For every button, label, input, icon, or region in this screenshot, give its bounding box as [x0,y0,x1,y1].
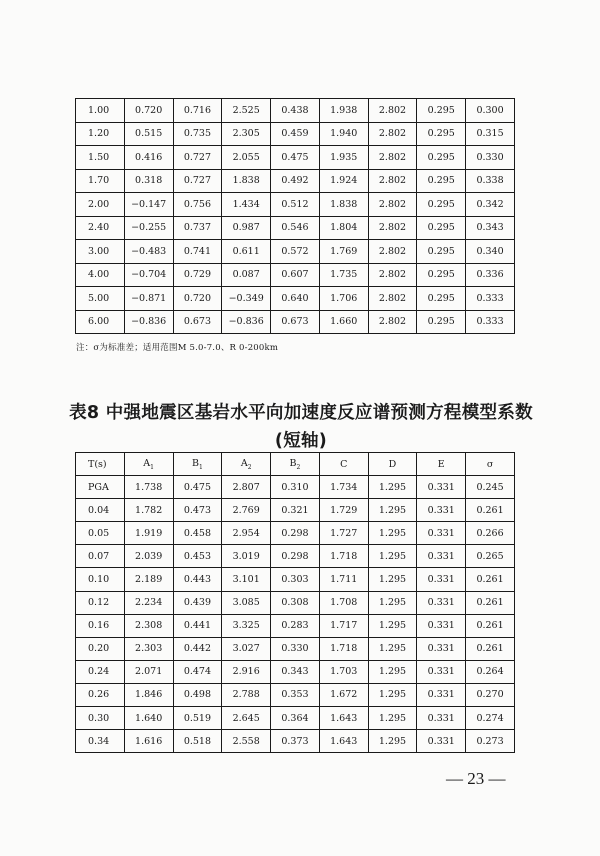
table-cell: 0.331 [417,730,466,753]
table-cell: 2.802 [368,287,417,311]
table-cell: 0.087 [222,263,271,287]
table-cell: 3.085 [222,591,271,614]
table-cell: 1.782 [124,499,173,522]
table-cell: 0.261 [466,591,515,614]
table-cell: 1.735 [319,263,368,287]
table-cell: 0.459 [271,122,320,146]
table-cell: 0.16 [76,614,125,637]
table-cell: 1.935 [319,146,368,170]
table-cell: 1.804 [319,216,368,240]
table-cell: 1.660 [319,310,368,334]
table-note: 注：σ为标准差；适用范围M 5.0-7.0、R 0-200km [76,343,279,353]
table-cell: 0.987 [222,216,271,240]
table-cell: 1.672 [319,683,368,706]
table-cell: 0.261 [466,568,515,591]
table-cell: 0.295 [417,146,466,170]
column-header [319,453,368,476]
table-cell: 1.729 [319,499,368,522]
table-cell: 0.245 [466,476,515,499]
table-cell: 0.720 [124,99,173,123]
table-cell: 2.802 [368,263,417,287]
table-cell: 0.458 [173,522,222,545]
table-row [76,193,515,217]
column-header-subscript: 2 [296,463,301,471]
table-cell: 0.473 [173,499,222,522]
table-cell: 1.434 [222,193,271,217]
table-cell: 1.00 [76,99,125,123]
table-cell: 2.802 [368,169,417,193]
table-cell: 1.727 [319,522,368,545]
table-cell: 1.295 [368,476,417,499]
table-cell: 0.441 [173,614,222,637]
table-cell: 1.734 [319,476,368,499]
table-cell: 2.055 [222,146,271,170]
table-cell: 0.338 [466,169,515,193]
column-header [271,453,320,476]
table-cell: 0.265 [466,545,515,568]
table-8-header-row [76,453,515,476]
table-cell: 1.718 [319,637,368,660]
table-cell: 2.807 [222,476,271,499]
table-cell: 0.443 [173,568,222,591]
table-cell: 0.10 [76,568,125,591]
table-8-header [76,453,515,476]
table-cell: 4.00 [76,263,125,287]
column-header [417,453,466,476]
table-cell: −0.871 [124,287,173,311]
table-cell: −0.836 [222,310,271,334]
column-header-label: T(s) [88,458,107,470]
table-cell: 1.616 [124,730,173,753]
column-header-subscript: 1 [198,463,203,471]
table-cell: 0.295 [417,99,466,123]
column-header [124,453,173,476]
table-cell: 2.039 [124,545,173,568]
continued-table-body [76,99,515,334]
table-cell: 0.330 [271,637,320,660]
table-cell: 2.954 [222,522,271,545]
table-cell: 0.07 [76,545,125,568]
table-cell: 2.769 [222,499,271,522]
table-cell: 0.331 [417,660,466,683]
table-cell: 0.295 [417,122,466,146]
table-cell: −0.836 [124,310,173,334]
table-cell: 0.295 [417,193,466,217]
table-cell: 0.331 [417,614,466,637]
table-cell: 0.331 [417,591,466,614]
column-header [368,453,417,476]
table-row [76,499,515,522]
table-cell: 2.558 [222,730,271,753]
table-row [76,568,515,591]
table-cell: 1.717 [319,614,368,637]
table-cell: 0.729 [173,263,222,287]
table-cell: 2.802 [368,240,417,264]
table-cell: 0.673 [271,310,320,334]
table-cell: 2.303 [124,637,173,660]
table-cell: 1.295 [368,545,417,568]
table-cell: 0.475 [173,476,222,499]
table-cell: −0.255 [124,216,173,240]
table-cell: 2.788 [222,683,271,706]
table-cell: 1.738 [124,476,173,499]
table-cell: 1.846 [124,683,173,706]
table-cell: 1.640 [124,707,173,730]
table-cell: 0.331 [417,683,466,706]
column-header [222,453,271,476]
table-cell: 1.70 [76,169,125,193]
table-cell: 1.295 [368,730,417,753]
table-cell: 0.572 [271,240,320,264]
table-cell: 2.802 [368,122,417,146]
column-header [466,453,515,476]
table-cell: 0.12 [76,591,125,614]
table-row [76,730,515,753]
table-cell: −0.704 [124,263,173,287]
table-cell: 0.310 [271,476,320,499]
table-cell: 0.737 [173,216,222,240]
table-cell: 0.727 [173,146,222,170]
table-cell: 0.336 [466,263,515,287]
table-cell: 1.295 [368,637,417,660]
table-cell: 1.295 [368,683,417,706]
table-cell: 0.331 [417,522,466,545]
table-row [76,545,515,568]
coefficient-table-continued [75,98,515,334]
table-cell: 1.838 [319,193,368,217]
table-cell: 1.919 [124,522,173,545]
table-cell: 0.333 [466,287,515,311]
column-header-label: C [340,458,348,470]
table-row [76,216,515,240]
column-header-label: A [240,457,248,469]
table-row [76,122,515,146]
table-cell: 3.00 [76,240,125,264]
table-cell: 1.940 [319,122,368,146]
table-cell: 0.318 [124,169,173,193]
table-cell: 0.741 [173,240,222,264]
table-row [76,169,515,193]
table-cell: 0.518 [173,730,222,753]
table-cell: 2.305 [222,122,271,146]
table-cell: 0.283 [271,614,320,637]
table-cell: 0.30 [76,707,125,730]
table-cell: 2.802 [368,99,417,123]
table-cell: 1.295 [368,614,417,637]
page-number: — 23 — [446,769,506,788]
table-cell: 1.295 [368,522,417,545]
table-cell: 0.34 [76,730,125,753]
table-cell: 2.525 [222,99,271,123]
table-cell: 0.321 [271,499,320,522]
table-row [76,522,515,545]
table-cell: 2.802 [368,216,417,240]
table-cell: 1.50 [76,146,125,170]
table-8-body [76,476,515,753]
table-cell: 1.838 [222,169,271,193]
table-cell: 0.333 [466,310,515,334]
table-cell: 2.802 [368,146,417,170]
table-cell: 2.645 [222,707,271,730]
table-row [76,660,515,683]
table-row [76,637,515,660]
table-cell: 0.519 [173,707,222,730]
table-cell: 1.20 [76,122,125,146]
table-cell: 2.802 [368,310,417,334]
table-cell: 0.261 [466,614,515,637]
table-row [76,263,515,287]
table-cell: 2.40 [76,216,125,240]
table-cell: 0.05 [76,522,125,545]
table-cell: 2.071 [124,660,173,683]
table-cell: 0.735 [173,122,222,146]
table-row [76,591,515,614]
column-header-subscript: 2 [247,463,252,471]
table-row [76,614,515,637]
table-cell: 0.343 [466,216,515,240]
table-cell: 1.295 [368,591,417,614]
table-cell: 0.26 [76,683,125,706]
table-cell: 0.298 [271,522,320,545]
table-8-coefficients [75,452,515,753]
table-cell: 2.234 [124,591,173,614]
table-cell: 0.442 [173,637,222,660]
table-cell: 0.303 [271,568,320,591]
table-row [76,240,515,264]
table-cell: 0.261 [466,499,515,522]
table-cell: 0.295 [417,216,466,240]
column-header-label: σ [486,458,494,470]
table-cell: 3.325 [222,614,271,637]
table-cell: 0.04 [76,499,125,522]
table-cell: 0.308 [271,591,320,614]
table-cell: 0.546 [271,216,320,240]
table-cell: 0.340 [466,240,515,264]
table-row [76,683,515,706]
table-cell: 2.916 [222,660,271,683]
table-cell: 1.769 [319,240,368,264]
table-cell: 0.330 [466,146,515,170]
table-cell: 0.453 [173,545,222,568]
table-cell: 0.295 [417,263,466,287]
column-header-label: D [388,458,397,470]
table-cell: 6.00 [76,310,125,334]
table-cell: 0.416 [124,146,173,170]
table-cell: 0.673 [173,310,222,334]
table-cell: 1.706 [319,287,368,311]
table-cell: 0.640 [271,287,320,311]
table-row [76,476,515,499]
table-cell: 0.607 [271,263,320,287]
table-cell: 0.512 [271,193,320,217]
table-cell: 0.331 [417,545,466,568]
table-cell: 0.373 [271,730,320,753]
table-cell: 5.00 [76,287,125,311]
table-cell: 0.492 [271,169,320,193]
table-cell: 0.270 [466,683,515,706]
table-cell: 0.20 [76,637,125,660]
table-cell: 0.274 [466,707,515,730]
table-row [76,310,515,334]
table-cell: 0.611 [222,240,271,264]
table-cell: 0.295 [417,169,466,193]
column-header-label: B [192,457,199,469]
table-cell: 0.261 [466,637,515,660]
column-header-subscript: 1 [150,463,154,471]
table-cell: 0.295 [417,240,466,264]
column-header-label: E [437,458,445,470]
table-cell: 1.924 [319,169,368,193]
table-cell: PGA [76,476,125,499]
table-cell: 1.711 [319,568,368,591]
table-cell: 0.315 [466,122,515,146]
column-header-label: A [143,457,151,469]
table-cell: 0.295 [417,310,466,334]
table-cell: 2.189 [124,568,173,591]
table-cell: 1.295 [368,499,417,522]
table-cell: 3.019 [222,545,271,568]
table-cell: −0.147 [124,193,173,217]
table-cell: 0.515 [124,122,173,146]
table-cell: 0.331 [417,476,466,499]
table-cell: 0.331 [417,707,466,730]
table-row [76,287,515,311]
table-cell: 2.00 [76,193,125,217]
table-cell: 0.24 [76,660,125,683]
table-cell: 0.295 [417,287,466,311]
table-row [76,707,515,730]
table-cell: 0.273 [466,730,515,753]
table-8-caption: 表8 中强地震区基岩水平向加速度反应谱预测方程模型系数(短轴) [69,403,533,451]
table-cell: 0.266 [466,522,515,545]
table-cell: 0.439 [173,591,222,614]
table-cell: 0.475 [271,146,320,170]
table-cell: 0.474 [173,660,222,683]
table-cell: 0.264 [466,660,515,683]
table-cell: 3.101 [222,568,271,591]
table-cell: −0.483 [124,240,173,264]
table-cell: 1.295 [368,568,417,591]
table-cell: 1.295 [368,707,417,730]
table-cell: 0.353 [271,683,320,706]
table-cell: 0.716 [173,99,222,123]
table-cell: 0.331 [417,568,466,591]
table-cell: 0.331 [417,637,466,660]
table-cell: 2.802 [368,193,417,217]
table-cell: 0.300 [466,99,515,123]
table-cell: 0.498 [173,683,222,706]
table-cell: 0.364 [271,707,320,730]
table-cell: 0.438 [271,99,320,123]
column-header [76,453,125,476]
table-cell: 0.727 [173,169,222,193]
table-cell: 0.298 [271,545,320,568]
table-cell: 1.938 [319,99,368,123]
column-header-label: B [289,457,297,469]
table-cell: 0.342 [466,193,515,217]
table-cell: 0.343 [271,660,320,683]
table-cell: 0.756 [173,193,222,217]
table-cell: 1.295 [368,660,417,683]
table-cell: 1.708 [319,591,368,614]
column-header [173,453,222,476]
table-row [76,99,515,123]
table-cell: 3.027 [222,637,271,660]
table-cell: 1.643 [319,730,368,753]
table-cell: 1.718 [319,545,368,568]
table-cell: 0.331 [417,499,466,522]
table-cell: 0.720 [173,287,222,311]
table-cell: 1.703 [319,660,368,683]
table-cell: 2.308 [124,614,173,637]
table-row [76,146,515,170]
table-cell: 1.643 [319,707,368,730]
table-cell: −0.349 [222,287,271,311]
